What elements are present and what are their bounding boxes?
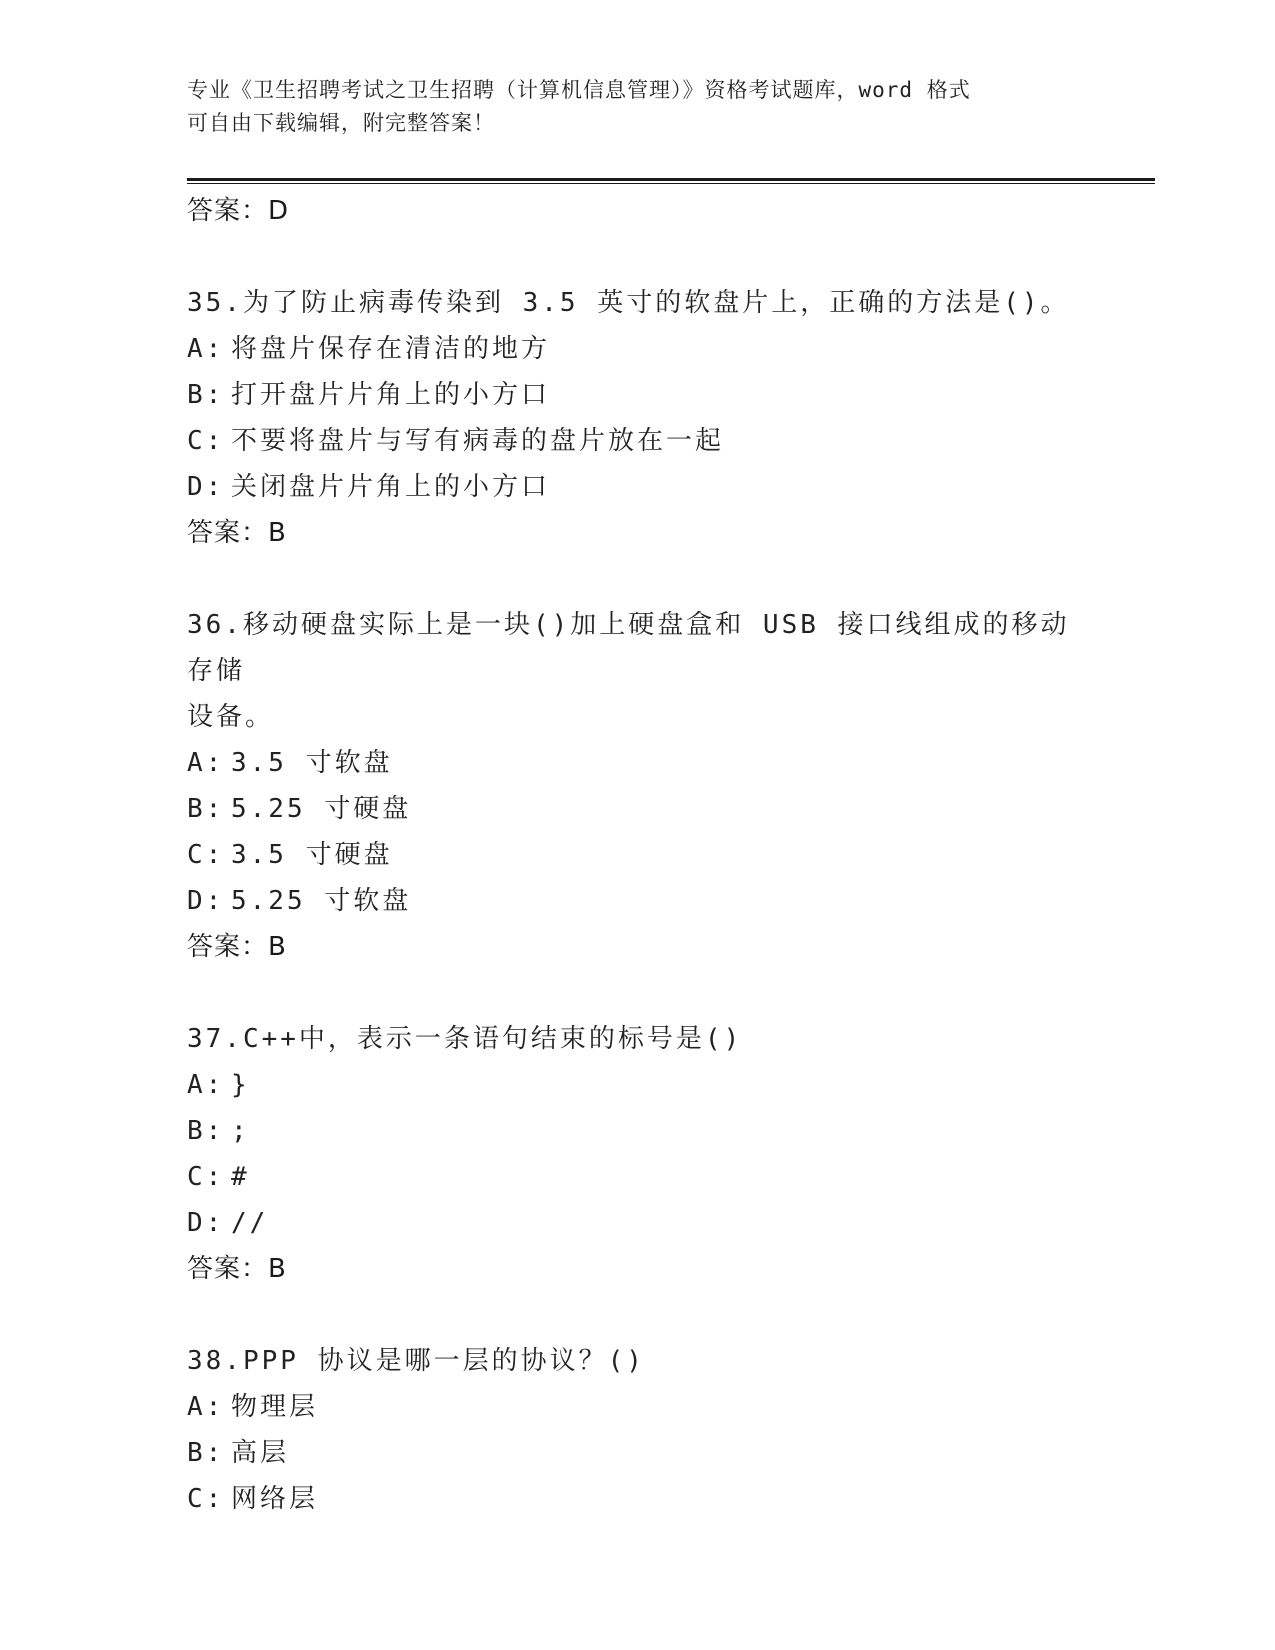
- option-a: A: 将盘片保存在清洁的地方: [187, 334, 551, 364]
- document-header: [187, 74, 1067, 140]
- question-stem: 38.PPP 协议是哪一层的协议？(): [187, 1346, 645, 1376]
- header-divider-thick: [187, 178, 1155, 181]
- option-c: C: 3.5 寸硬盘: [187, 840, 393, 870]
- header-line-2: 可自由下载编辑，附完整答案！: [187, 111, 495, 135]
- option-c: C: 不要将盘片与写有病毒的盘片放在一起: [187, 426, 725, 456]
- question-38: [187, 1338, 1087, 1522]
- answer-line: 答案：B: [187, 932, 287, 962]
- option-a: A: 3.5 寸软盘: [187, 748, 393, 778]
- answer-line: 答案：B: [187, 518, 287, 548]
- question-stem: 35.为了防止病毒传染到 3.5 英寸的软盘片上，正确的方法是()。: [187, 288, 1070, 318]
- option-b: B: ;: [187, 1116, 250, 1146]
- question-stem: 36.移动硬盘实际上是一块()加上硬盘盒和 USB 接口线组成的移动存储 设备。: [187, 610, 1070, 732]
- header-divider-thin: [187, 183, 1155, 184]
- header-line-1: 专业《卫生招聘考试之卫生招聘（计算机信息管理）》资格考试题库，word 格式: [187, 78, 971, 102]
- question-list: [187, 188, 1087, 1522]
- option-c: C: #: [187, 1162, 250, 1192]
- option-d: D: 5.25 寸软盘: [187, 886, 412, 916]
- option-d: D: //: [187, 1208, 269, 1238]
- option-b: B: 5.25 寸硬盘: [187, 794, 412, 824]
- option-c: C: 网络层: [187, 1484, 319, 1514]
- option-a: A: 物理层: [187, 1392, 319, 1422]
- option-b: B: 打开盘片片角上的小方口: [187, 380, 551, 410]
- question-stem: 37.C++中，表示一条语句结束的标号是(): [187, 1024, 743, 1054]
- answer-line: 答案：D: [187, 196, 290, 226]
- question-36: [187, 602, 1087, 970]
- option-b: B: 高层: [187, 1438, 290, 1468]
- question-37: [187, 1016, 1087, 1292]
- option-a: A: }: [187, 1070, 250, 1100]
- answer-line: 答案：B: [187, 1254, 287, 1284]
- option-d: D: 关闭盘片片角上的小方口: [187, 472, 551, 502]
- question-35: [187, 280, 1087, 556]
